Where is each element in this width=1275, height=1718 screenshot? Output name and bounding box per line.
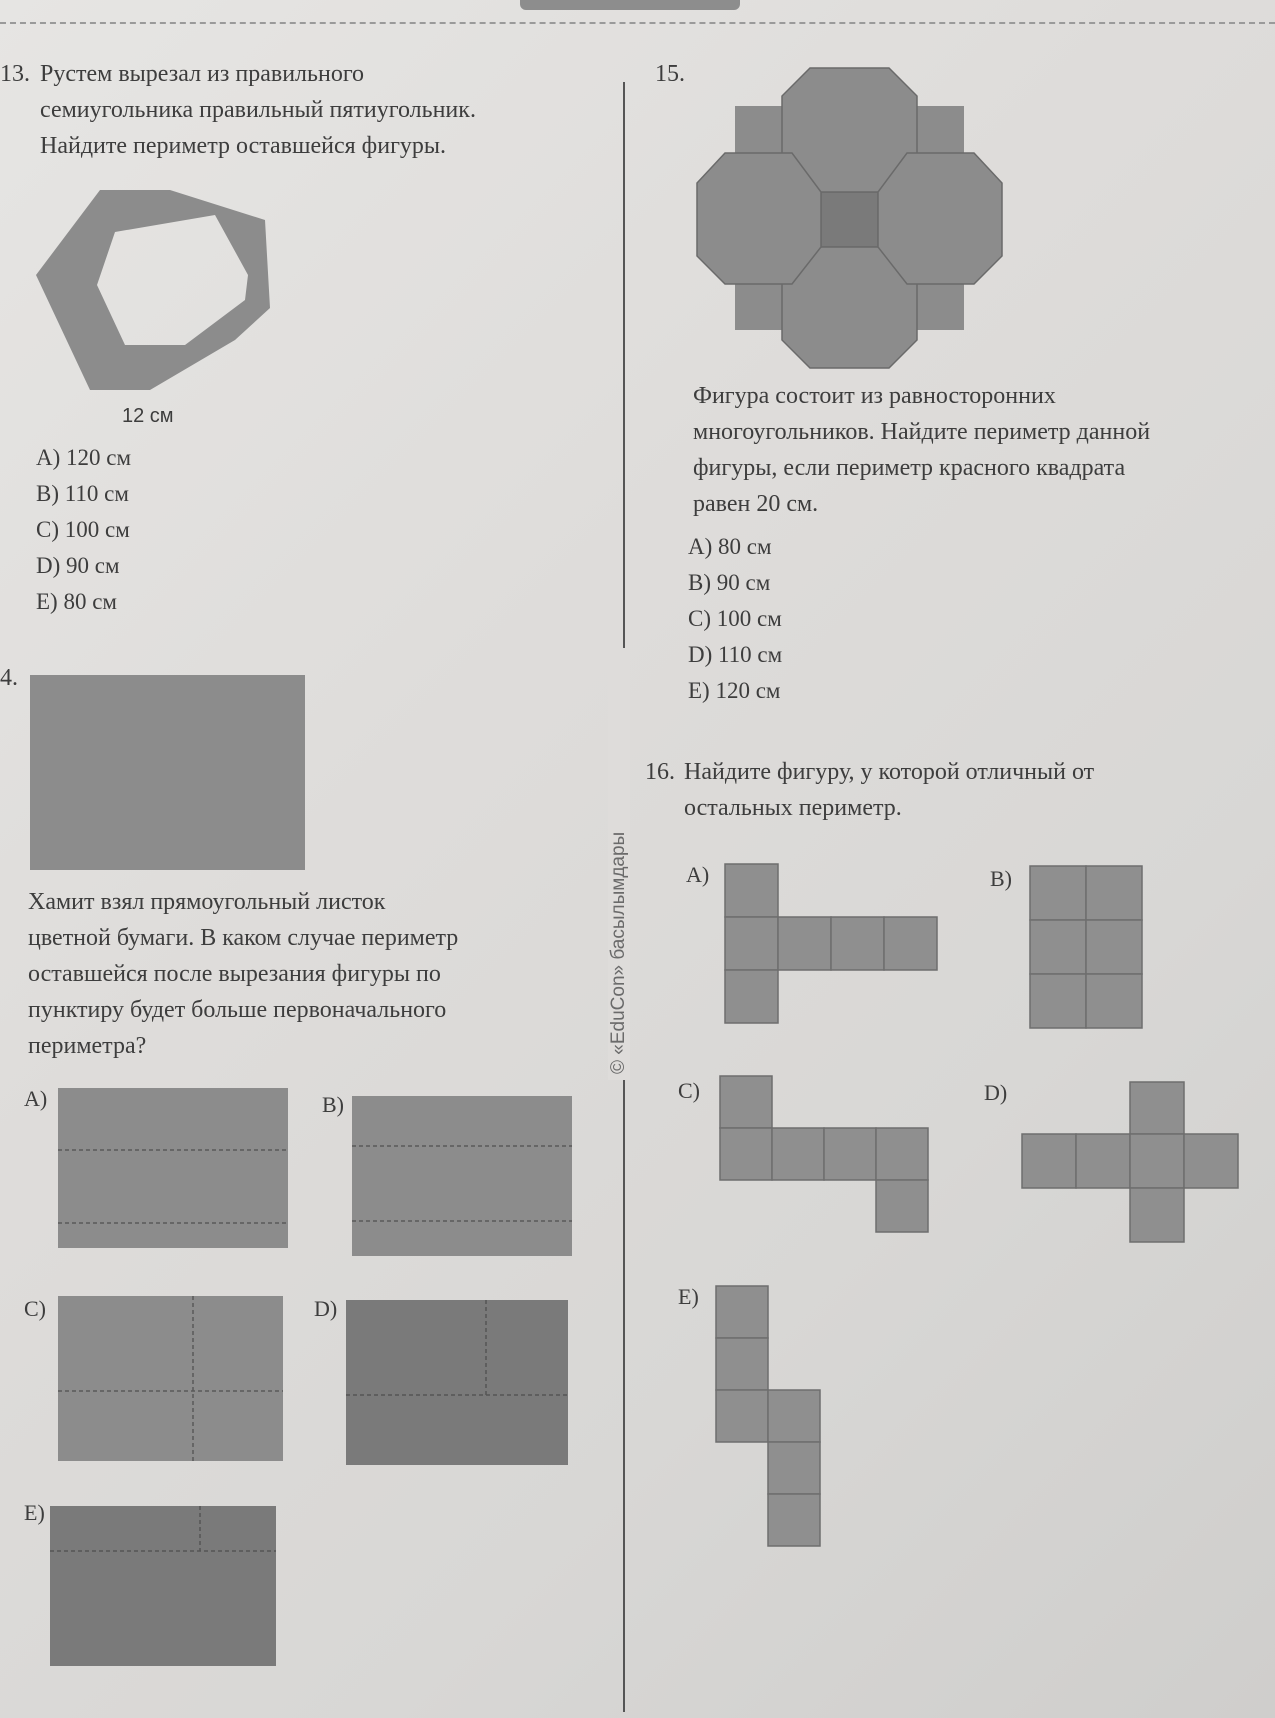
q16-label-b: B) <box>990 866 1012 891</box>
q14-text-line-1: Хамит взял прямоугольный листок <box>28 889 386 915</box>
q16-number: 16. <box>645 759 675 785</box>
q14-label-e: E) <box>24 1500 45 1525</box>
q13-option-c[interactable]: C) 100 см <box>36 517 130 542</box>
q15-text-line-4: равен 20 см. <box>693 491 819 517</box>
q14-number: 4. <box>0 665 18 691</box>
q16-text-line-2: остальных периметр. <box>684 795 902 821</box>
header-tab <box>520 0 740 10</box>
q14-original-rectangle <box>30 675 305 870</box>
q15-number: 15. <box>655 61 685 87</box>
q15-option-d[interactable]: D) 110 см <box>688 642 783 667</box>
publisher-watermark: © «EduCon» басылымдары <box>608 648 630 1080</box>
q16-label-a: A) <box>686 862 710 887</box>
q13-option-a[interactable]: A) 120 см <box>36 445 132 470</box>
q14-text-line-3: оставшейся после вырезания фигуры по <box>28 961 441 987</box>
q14-option-b-figure[interactable] <box>352 1096 572 1256</box>
q14-option-c-figure[interactable] <box>58 1296 283 1461</box>
q15-option-c[interactable]: C) 100 см <box>688 606 782 631</box>
q13-text-line-1: Рустем вырезал из правильного <box>40 61 365 87</box>
q16-option-b-figure[interactable] <box>1030 866 1142 1028</box>
q14-label-b: B) <box>322 1092 344 1117</box>
q14-label-a: A) <box>24 1086 48 1111</box>
q14-label-c: C) <box>24 1296 46 1321</box>
q14-text-line-2: цветной бумаги. В каком случае периметр <box>28 925 459 951</box>
q15-text-line-1: Фигура состоит из равносторонних <box>693 383 1056 409</box>
q14-option-d-figure[interactable] <box>346 1300 568 1465</box>
q15-text-line-3: фигуры, если периметр красного квадрата <box>693 455 1126 481</box>
q15-option-b[interactable]: B) 90 см <box>688 570 771 595</box>
q13-text-line-2: семиугольника правильный пятиугольник. <box>40 97 476 123</box>
q13-number: 13. <box>0 61 30 87</box>
q13-option-e[interactable]: E) 80 см <box>36 589 117 614</box>
q15-octagon-figure <box>697 68 1002 368</box>
q16-option-c-figure[interactable] <box>720 1076 928 1234</box>
q14-label-d: D) <box>314 1296 338 1321</box>
q13-option-b[interactable]: B) 110 см <box>36 481 129 506</box>
q16-option-d-figure[interactable] <box>1022 1082 1238 1242</box>
q15-text-line-2: многоугольников. Найдите периметр данной <box>693 419 1151 445</box>
q16-option-e-figure[interactable] <box>716 1286 820 1548</box>
q16-label-c: C) <box>678 1078 700 1103</box>
q13-text-line-3: Найдите периметр оставшейся фигуры. <box>40 133 447 159</box>
q13-heptagon-figure <box>30 180 270 410</box>
q14-option-a-figure[interactable] <box>58 1088 288 1248</box>
q16-option-a-figure[interactable] <box>725 864 937 1024</box>
q15-option-a[interactable]: A) 80 см <box>688 534 772 559</box>
q14-text-line-4: пунктиру будет больше первоначального <box>28 997 447 1023</box>
top-cut-line <box>0 22 1275 24</box>
q13-side-label: 12 см <box>122 405 174 427</box>
q16-text-line-1: Найдите фигуру, у которой отличный от <box>684 759 1095 785</box>
q13-option-d[interactable]: D) 90 см <box>36 553 120 578</box>
q14-option-e-figure[interactable] <box>50 1506 276 1666</box>
q14-text-line-5: периметра? <box>28 1033 147 1059</box>
q16-label-d: D) <box>984 1080 1008 1105</box>
q16-label-e: E) <box>678 1284 699 1309</box>
q15-option-e[interactable]: E) 120 см <box>688 678 781 703</box>
